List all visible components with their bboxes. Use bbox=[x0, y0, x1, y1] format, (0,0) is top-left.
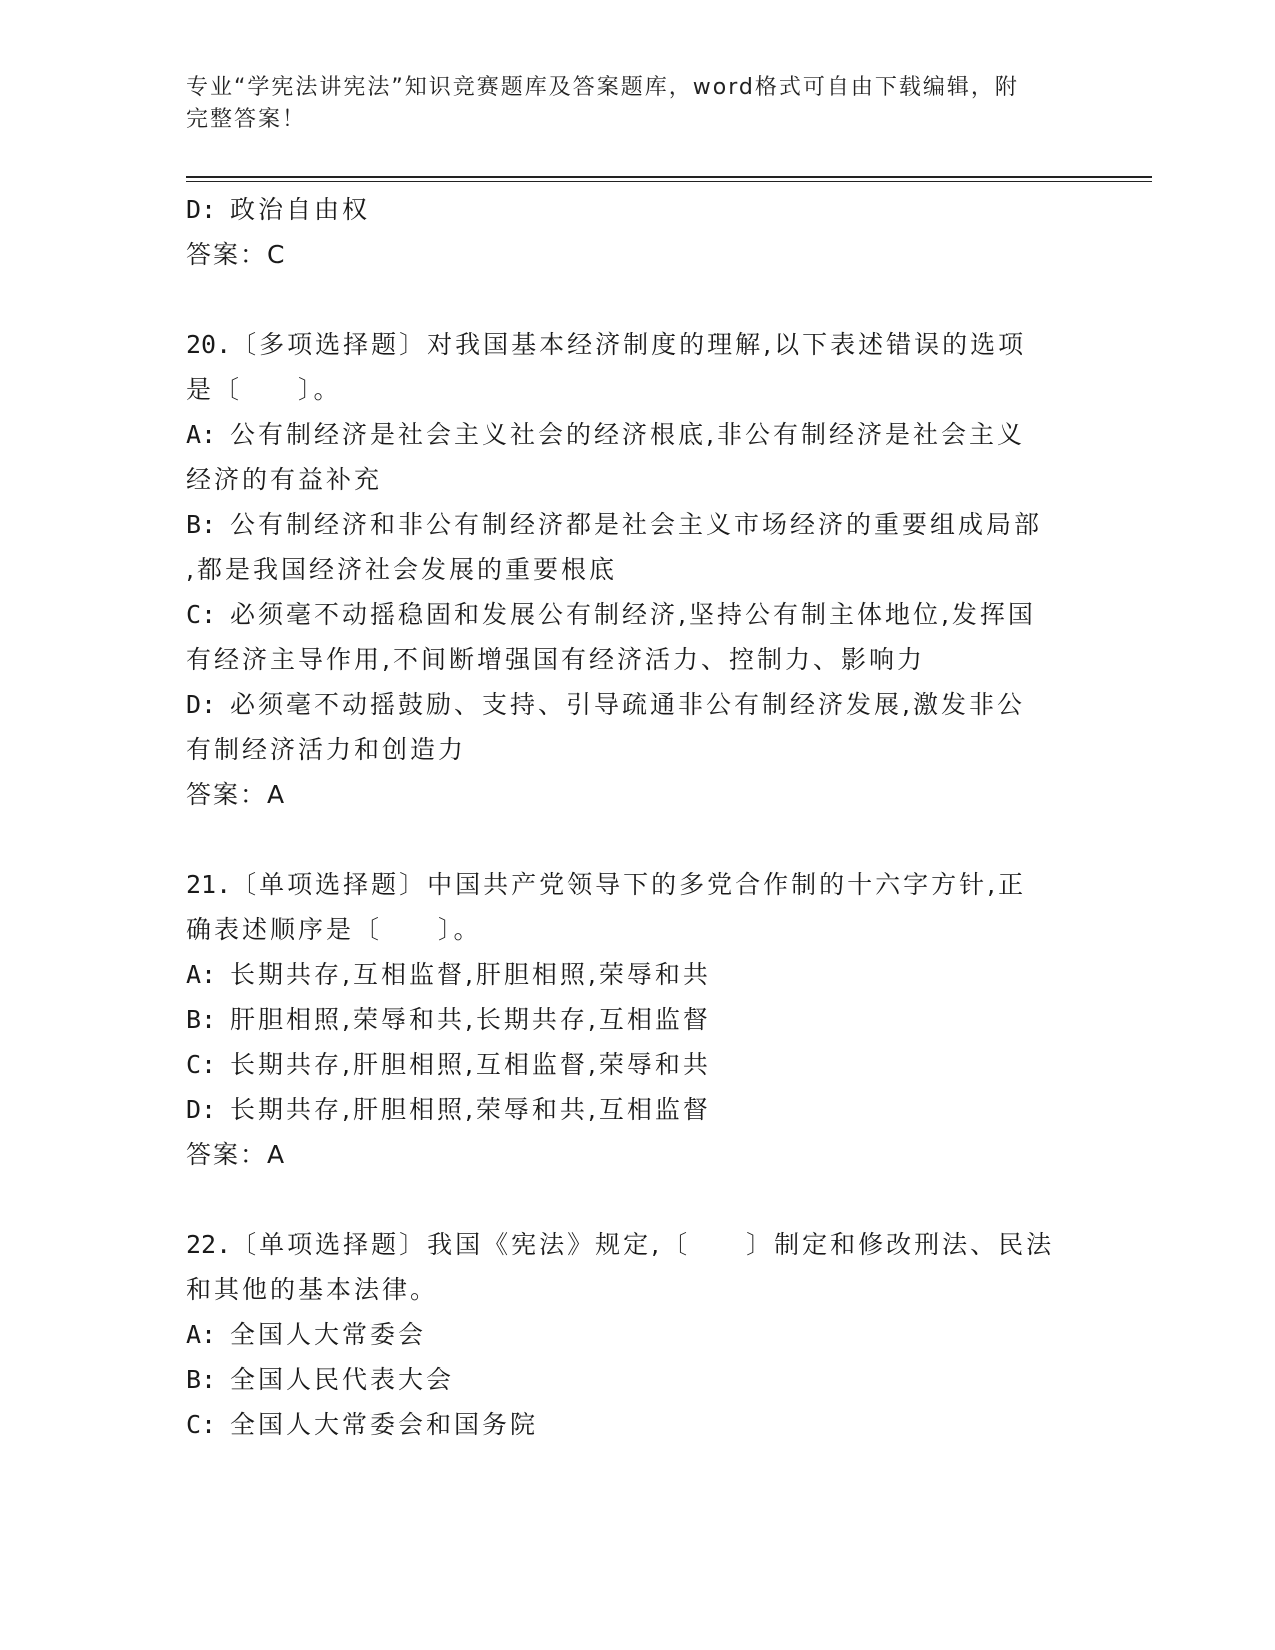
q20-option-a-line-2: 经济的有益补充 bbox=[186, 465, 383, 494]
option-text: 长期共存,互相监督,肝胆相照,荣辱和共 bbox=[230, 960, 711, 989]
option-key: A: bbox=[186, 420, 217, 449]
page-header bbox=[186, 72, 1066, 136]
option-key: C: bbox=[186, 600, 217, 629]
header-line-1: 专业“学宪法讲宪法”知识竞赛题库及答案题库，word格式可自由下载编辑，附 bbox=[186, 75, 1019, 100]
question-stem: 〔多项选择题〕对我国基本经济制度的理解,以下表述错误的选项 bbox=[231, 330, 1027, 359]
question-number: 20. bbox=[186, 330, 232, 359]
header-line-2: 完整答案！ bbox=[186, 107, 307, 132]
option-text: 公有制经济是社会主义社会的经济根底,非公有制经济是社会主义 bbox=[230, 420, 1025, 449]
q20-answer: 答案：A bbox=[186, 780, 287, 809]
prev-option-d bbox=[186, 187, 1076, 232]
spacer bbox=[186, 1177, 1076, 1222]
q20-option-d-line-2: 有制经济活力和创造力 bbox=[186, 735, 467, 764]
q22-stem-line-2: 和其他的基本法律。 bbox=[186, 1275, 439, 1304]
question-stem: 〔单项选择题〕中国共产党领导下的多党合作制的十六字方针,正 bbox=[231, 870, 1027, 899]
spacer bbox=[186, 277, 1076, 322]
question-stem: 〔单项选择题〕我国《宪法》规定,〔 〕制定和修改刑法、民法 bbox=[231, 1230, 1055, 1259]
option-text: 公有制经济和非公有制经济都是社会主义市场经济的重要组成局部 bbox=[230, 510, 1043, 539]
option-text: 肝胆相照,荣辱和共,长期共存,互相监督 bbox=[230, 1005, 711, 1034]
option-key: A: bbox=[186, 960, 217, 989]
q22-stem-line-1 bbox=[186, 1222, 1076, 1267]
option-key: D: bbox=[186, 1095, 217, 1124]
q20-option-d-line-1 bbox=[186, 682, 1076, 727]
option-key: D: bbox=[186, 195, 217, 224]
q21-answer: 答案：A bbox=[186, 1140, 287, 1169]
option-key: B: bbox=[186, 510, 217, 539]
q21-option-d bbox=[186, 1087, 1076, 1132]
spacer bbox=[186, 817, 1076, 862]
option-key: D: bbox=[186, 690, 217, 719]
option-text: 长期共存,肝胆相照,荣辱和共,互相监督 bbox=[230, 1095, 711, 1124]
question-number: 21. bbox=[186, 870, 232, 899]
option-text: 政治自由权 bbox=[230, 195, 371, 224]
option-text: 全国人大常委会 bbox=[230, 1320, 427, 1349]
option-text: 长期共存,肝胆相照,互相监督,荣辱和共 bbox=[230, 1050, 711, 1079]
q21-stem-line-1 bbox=[186, 862, 1076, 907]
option-key: A: bbox=[186, 1320, 217, 1349]
q20-option-b-line-1 bbox=[186, 502, 1076, 547]
option-text: 全国人大常委会和国务院 bbox=[230, 1410, 539, 1439]
option-text: 必须毫不动摇鼓励、支持、引导疏通非公有制经济发展,激发非公 bbox=[230, 690, 1025, 719]
q22-option-a bbox=[186, 1312, 1076, 1357]
header-rule-thick bbox=[186, 176, 1152, 178]
q20-option-c-line-2: 有经济主导作用,不间断增强国有经济活力、控制力、影响力 bbox=[186, 645, 925, 674]
option-text: 必须毫不动摇稳固和发展公有制经济,坚持公有制主体地位,发挥国 bbox=[230, 600, 1036, 629]
q21-option-c bbox=[186, 1042, 1076, 1087]
q20-stem-line-1 bbox=[186, 322, 1076, 367]
q22-option-c bbox=[186, 1402, 1076, 1447]
option-key: C: bbox=[186, 1050, 217, 1079]
q21-option-a bbox=[186, 952, 1076, 997]
header-rule-thin bbox=[186, 181, 1152, 182]
q20-option-c-line-1 bbox=[186, 592, 1076, 637]
q20-option-b-line-2: ,都是我国经济社会发展的重要根底 bbox=[186, 555, 617, 584]
question-number: 22. bbox=[186, 1230, 232, 1259]
q20-stem-line-2: 是〔 〕。 bbox=[186, 375, 342, 404]
q21-option-b bbox=[186, 997, 1076, 1042]
prev-answer: 答案：C bbox=[186, 240, 287, 269]
q21-stem-line-2: 确表述顺序是〔 〕。 bbox=[186, 915, 482, 944]
option-key: C: bbox=[186, 1410, 217, 1439]
option-key: B: bbox=[186, 1005, 217, 1034]
question-content bbox=[186, 187, 1076, 1447]
q20-option-a-line-1 bbox=[186, 412, 1076, 457]
option-key: B: bbox=[186, 1365, 217, 1394]
q22-option-b bbox=[186, 1357, 1076, 1402]
option-text: 全国人民代表大会 bbox=[230, 1365, 455, 1394]
